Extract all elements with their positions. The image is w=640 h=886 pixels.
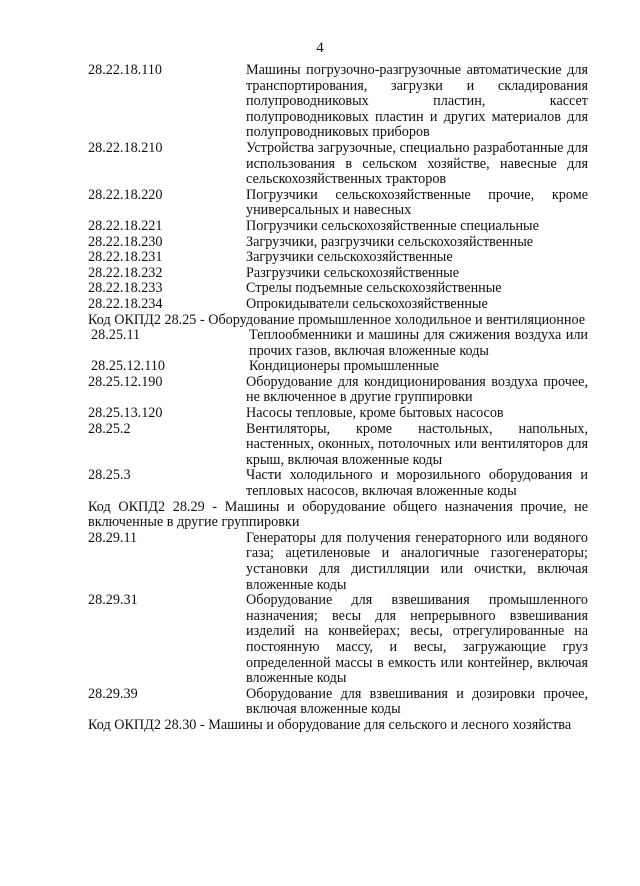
okpd-code: 28.22.18.233 [88, 280, 163, 297]
list-item [88, 188, 588, 219]
list-item [88, 281, 588, 297]
okpd-description: Оборудование для кондиционирования воздуха прочее, не включенное в другие группировки [246, 373, 588, 406]
okpd-code: 28.25.12.110 [91, 358, 165, 375]
okpd-code: 28.22.18.232 [88, 264, 163, 281]
okpd-description: Устройства загрузочные, специально разработанные для использования в сельском хозяйстве, навесные для сельскохозяйственных тракторов [246, 139, 588, 188]
okpd-description: Погрузчики сельскохозяйственные прочие, кроме универсальных и навесных [246, 186, 588, 219]
section-heading-28-30: Код ОКПД2 28.30 - Машины и оборудование для сельского и лесного хозяйства [88, 716, 572, 733]
document-body [88, 63, 588, 734]
list-item [88, 375, 588, 406]
okpd-description: Части холодильного и морозильного оборудования и тепловых насосов, включая вложенные коды [246, 467, 588, 500]
list-item [88, 63, 588, 141]
okpd-description: Оборудование для взвешивания промышленного назначения; весы для непрерывного взвешивания изделий на конвейерах; весы, отрегулированные на постоянную массу, и весы, загружающие груз определенной массы в емкость или контейнер, включая вложенные коды [246, 592, 588, 687]
okpd-description: Загрузчики сельскохозяйственные [246, 249, 453, 266]
page-number: 4 [316, 40, 324, 56]
section-heading-28-25: Код ОКПД2 28.25 - Оборудование промышленное холодильное и вентиляционное [88, 311, 586, 328]
list-item [88, 406, 588, 422]
list-item [88, 141, 588, 188]
okpd-description: Генераторы для получения генераторного или водяного газа; ацетиленовые и аналогичные газогенераторы; установки для дистилляции или очистки, включая вложенные коды [246, 529, 588, 593]
list-item [88, 687, 588, 718]
okpd-code: 28.22.18.210 [88, 139, 163, 156]
okpd-description: Погрузчики сельскохозяйственные специальные [246, 217, 539, 234]
list-item [88, 235, 588, 251]
list-item [88, 422, 588, 469]
list-item [88, 468, 588, 499]
okpd-code: 28.29.39 [88, 685, 138, 702]
okpd-description: Опрокидыватели сельскохозяйственные [246, 295, 488, 312]
list-item [88, 219, 588, 235]
list-item [88, 250, 588, 266]
okpd-code: 28.22.18.230 [88, 233, 163, 250]
okpd-description: Кондиционеры промышленные [249, 358, 439, 375]
okpd-description: Вентиляторы, кроме настольных, напольных, настенных, оконных, потолочных или вентиляторов для крыш, включая вложенные коды [246, 420, 588, 468]
list-item [88, 266, 588, 282]
okpd-description: Машины погрузочно-разгрузочные автоматические для транспортирования, загрузки и складирования полупроводниковых пластин, кассет полупроводниковых пластин и других материалов для полупроводниковых приборов [246, 62, 588, 141]
list-item [88, 593, 588, 687]
list-item [88, 328, 588, 359]
okpd-code: 28.25.13.120 [88, 405, 163, 422]
okpd-description: Стрелы подъемные сельскохозяйственные [246, 280, 502, 297]
okpd-code: 28.25.3 [88, 467, 131, 484]
okpd-code: 28.22.18.110 [88, 62, 162, 78]
okpd-description: Разгрузчики сельскохозяйственные [246, 264, 460, 281]
okpd-description: Насосы тепловые, кроме бытовых насосов [246, 405, 504, 422]
okpd-code: 28.25.11 [91, 327, 141, 344]
okpd-code: 28.29.31 [88, 592, 138, 609]
okpd-code: 28.22.18.231 [88, 249, 163, 266]
list-item [88, 531, 588, 593]
list-item [88, 359, 588, 375]
okpd-code: 28.22.18.234 [88, 295, 163, 312]
okpd-description: Теплообменники и машины для сжижения воздуха или прочих газов, включая вложенные коды [249, 327, 588, 359]
okpd-code: 28.29.11 [88, 529, 138, 546]
okpd-code: 28.22.18.220 [88, 186, 163, 203]
okpd-code: 28.25.2 [88, 420, 131, 437]
okpd-code: 28.22.18.221 [88, 217, 163, 234]
okpd-description: Загрузчики, разгрузчики сельскохозяйственные [246, 233, 534, 250]
list-item [88, 297, 588, 313]
okpd-description: Оборудование для взвешивания и дозировки прочее, включая вложенные коды [246, 685, 588, 718]
section-heading-28-29: Код ОКПД2 28.29 - Машины и оборудование общего назначения прочие, не включенные в другие группировки [88, 498, 588, 531]
okpd-code: 28.25.12.190 [88, 373, 163, 390]
